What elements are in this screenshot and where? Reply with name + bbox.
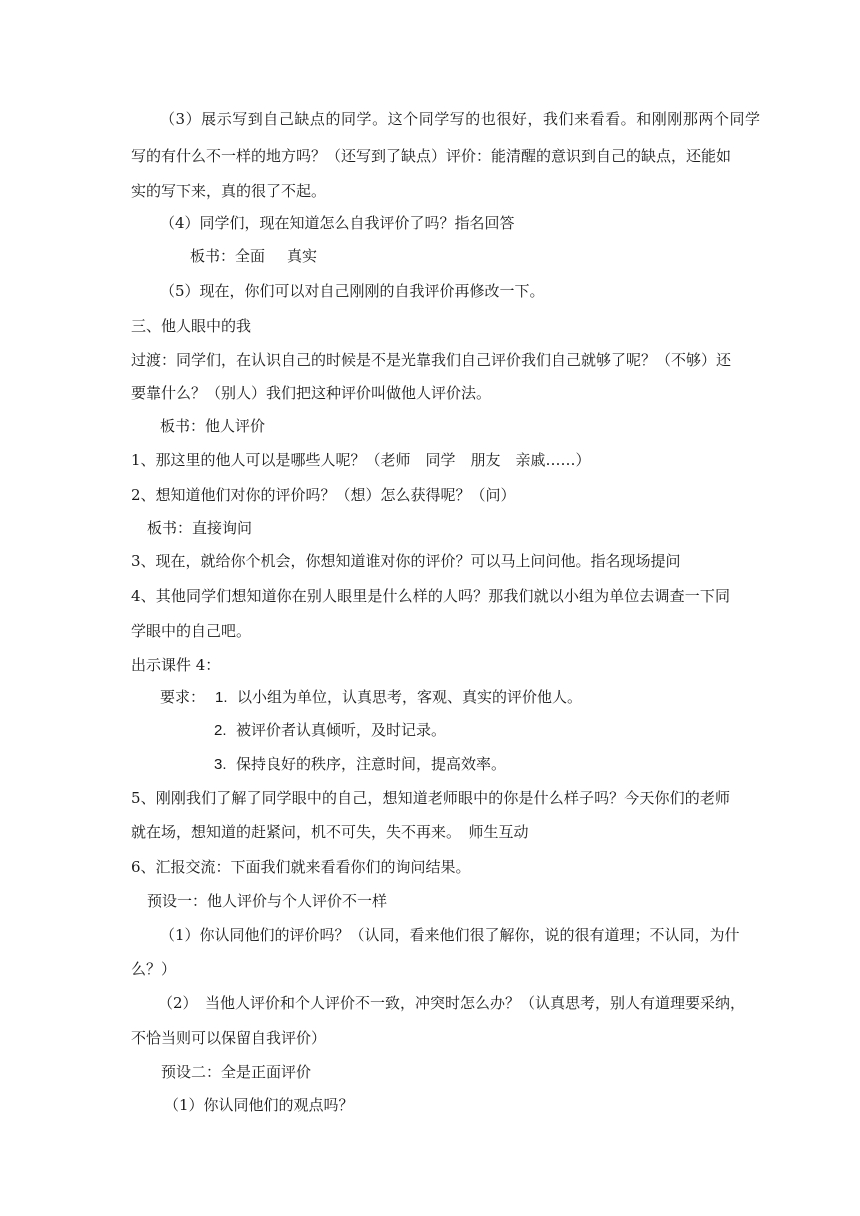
paragraph-line: 就在场，想知道的赶紧问，机不可失，失不再来。 师生互动 — [131, 823, 529, 841]
paragraph-line: （3）展示写到自己缺点的同学。这个同学写的也很好，我们来看看。和刚刚那两个同学 — [160, 110, 760, 128]
requirements-line — [214, 720, 446, 741]
preset-heading: 预设一：他人评价与个人评价不一样 — [147, 892, 388, 910]
requirements-line — [160, 687, 582, 708]
list-item: 5、刚刚我们了解了同学眼中的自己，想知道老师眼中的你是什么样子吗？今天你们的老师 — [131, 789, 730, 807]
section-heading: 三、他人眼中的我 — [131, 317, 252, 335]
list-item: 2、想知道他们对你的评价吗？（想）怎么获得呢？（问） — [131, 486, 516, 504]
paragraph-line: （5）现在，你们可以对自己刚刚的自我评价再修改一下。 — [160, 282, 545, 300]
board-note-line — [190, 246, 317, 266]
paragraph-line: 学眼中的自己吧。 — [131, 622, 252, 640]
paragraph-line: （1）你认同他们的观点吗？ — [164, 1096, 354, 1114]
board-note-item: 真实 — [287, 247, 318, 265]
paragraph-line: （1）你认同他们的评价吗？（认同，看来他们很了解你，说的很有道理；不认同，为什 — [160, 926, 740, 944]
list-item: 6、汇报交流：下面我们就来看看你们的询问结果。 — [131, 858, 471, 876]
board-note-label: 板书：全面 — [190, 247, 266, 265]
paragraph-line: 不恰当则可以保留自我评价） — [131, 1029, 327, 1047]
paragraph-line: 么？） — [131, 960, 177, 978]
paragraph-line: 出示课件 4： — [131, 656, 221, 674]
paragraph-line: （4）同学们，现在知道怎么自我评价了吗？指名回答 — [160, 214, 515, 232]
requirement-text: 保持良好的秩序，注意时间，提高效率。 — [236, 755, 507, 773]
requirement-text: 以小组为单位，认真思考，客观、真实的评价他人。 — [237, 688, 583, 706]
paragraph-line: 实的写下来，真的很了不起。 — [131, 182, 327, 200]
paragraph-line: 过渡：同学们，在认识自己的时候是不是光靠我们自己评价我们自己就够了呢？（不够）还 — [131, 351, 732, 369]
preset-heading: 预设二：全是正面评价 — [161, 1063, 312, 1081]
paragraph-line: 要靠什么？（别人）我们把这种评价叫做他人评价法。 — [131, 384, 492, 402]
list-item: 4、其他同学们想知道你在别人眼里是什么样的人吗？那我们就以小组为单位去调查一下同 — [131, 587, 730, 605]
requirements-label: 要求： — [160, 688, 206, 706]
requirements-line — [214, 754, 506, 775]
board-note-line: 板书：直接询问 — [147, 519, 253, 537]
paragraph-line: （2） 当他人评价和个人评价不一致，冲突时怎么办？（认真思考，别人有道理要采纳， — [158, 994, 746, 1012]
list-number: 2. — [214, 722, 227, 739]
list-item: 1、那这里的他人可以是哪些人呢？（老师 同学 朋友 亲戚……） — [131, 451, 591, 469]
requirement-text: 被评价者认真倾听，及时记录。 — [236, 721, 447, 739]
list-number: 3. — [214, 756, 227, 773]
list-number: 1. — [215, 689, 228, 706]
list-item: 3、现在，就给你个机会，你想知道谁对你的评价？可以马上问问他。指名现场提问 — [131, 552, 681, 570]
paragraph-line: 写的有什么不一样的地方吗？（还写到了缺点）评价：能清醒的意识到自己的缺点，还能如 — [131, 147, 732, 165]
board-note-line: 板书：他人评价 — [160, 417, 266, 435]
